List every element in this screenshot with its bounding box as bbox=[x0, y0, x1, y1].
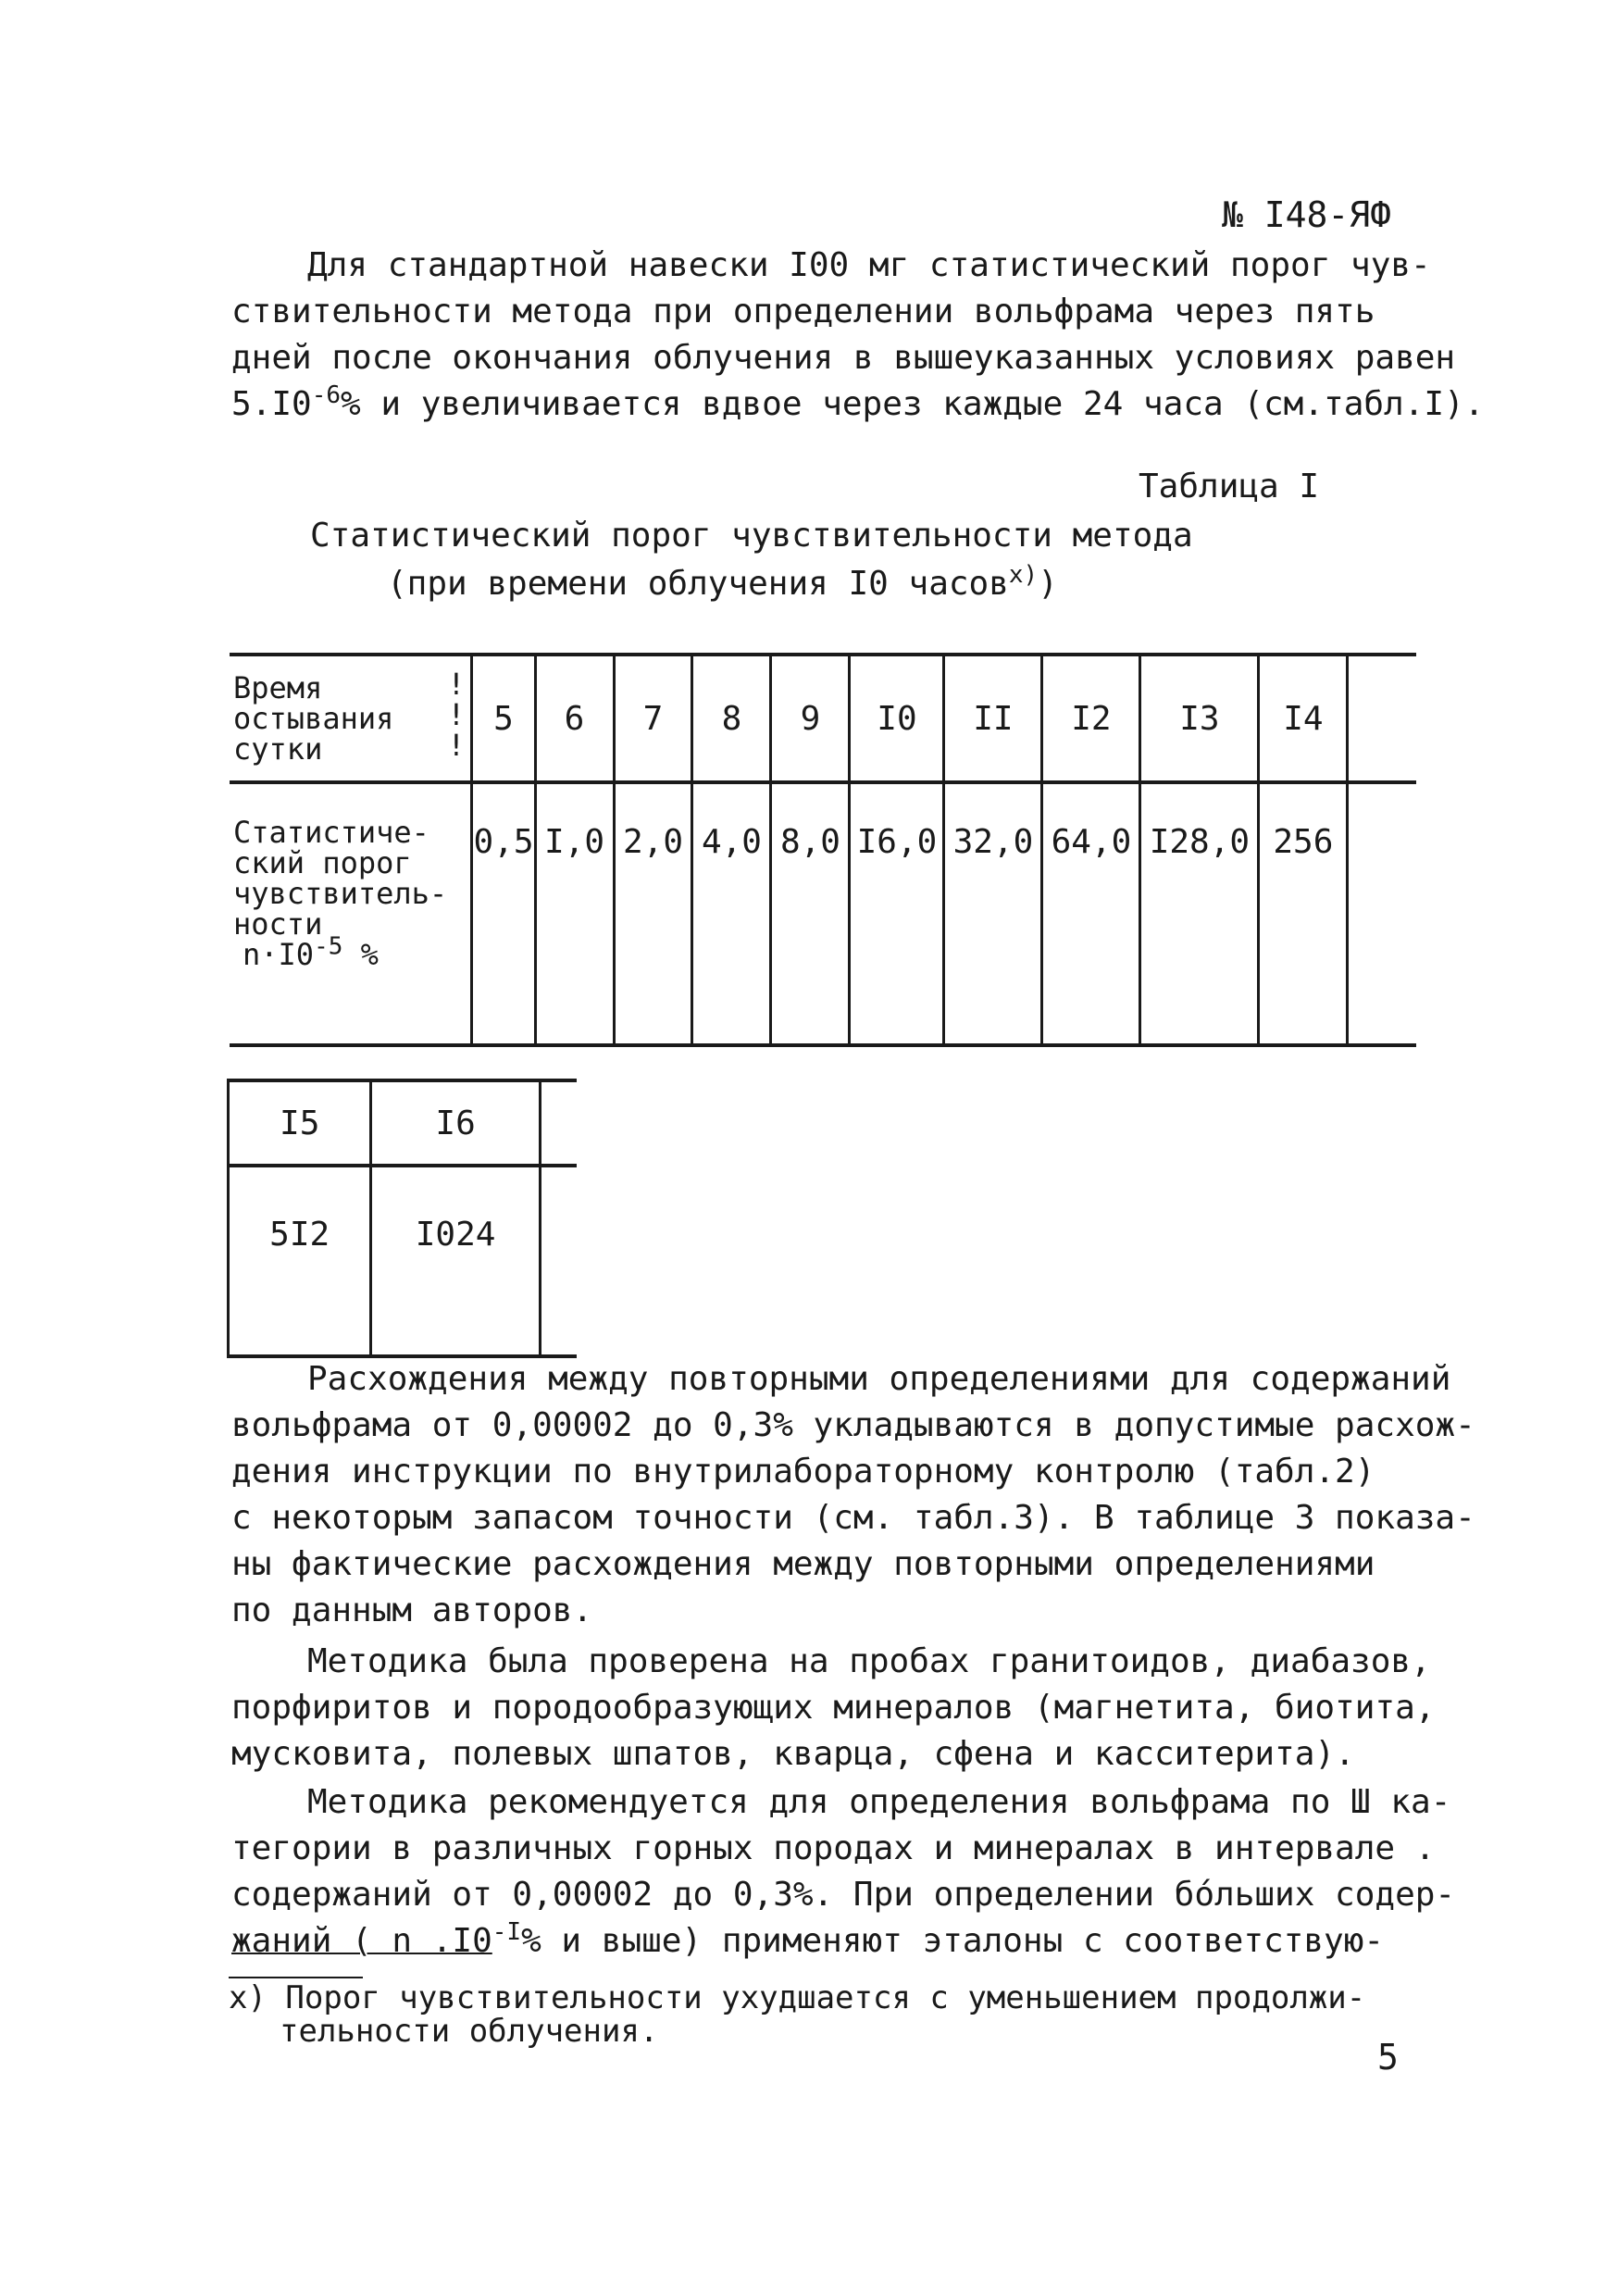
row-marks: ! ! ! bbox=[447, 667, 466, 763]
table-cell: I6 bbox=[371, 1080, 540, 1166]
footnote-marker: x) bbox=[229, 1979, 267, 2016]
document-number: № I48-ЯФ bbox=[1222, 194, 1392, 235]
table-cell: I024 bbox=[371, 1166, 540, 1356]
table-cell: 9 bbox=[771, 655, 850, 782]
footnote-divider bbox=[229, 1977, 363, 1978]
table-cell-empty bbox=[1348, 782, 1416, 1045]
table-cell: 64,0 bbox=[1042, 782, 1140, 1045]
text-line: по данным авторов. bbox=[231, 1591, 593, 1629]
text-line: Методика рекомендуется для определения вольфрама по Ш ка- bbox=[307, 1783, 1451, 1821]
text-line: вольфрама от 0,00002 до 0,3% укладываются в допустимые расхож- bbox=[231, 1406, 1475, 1444]
text-line: мусковита, полевых шпатов, кварца, сфена и касситерита). bbox=[231, 1735, 1355, 1773]
footnote-line: x) Порог чувствительности ухудшается с уменьшением продолжи- bbox=[229, 1979, 1366, 2016]
table-cell: 7 bbox=[614, 655, 692, 782]
table-cell: I28,0 bbox=[1140, 782, 1259, 1045]
table-cell: I2 bbox=[1042, 655, 1140, 782]
table-title: Статистический порог чувствительности метода bbox=[310, 517, 1193, 555]
text-line: порфиритов и породообразующих минералов (магнетита, биотита, bbox=[231, 1689, 1436, 1727]
table-row bbox=[230, 782, 1416, 1045]
paragraph-discrepancies bbox=[231, 1356, 1475, 1634]
paragraph-verification bbox=[231, 1639, 1436, 1778]
table-cell: I,0 bbox=[535, 782, 614, 1045]
table-cell: I6,0 bbox=[850, 782, 944, 1045]
table-cell: II bbox=[944, 655, 1042, 782]
page-number: 5 bbox=[1377, 2037, 1399, 2078]
table-cell: 4,0 bbox=[692, 782, 771, 1045]
text-line: с некоторым запасом точности (см. табл.3). В таблице 3 показа- bbox=[231, 1499, 1475, 1537]
table-cell: 8 bbox=[692, 655, 771, 782]
row-header-cooling-time: Время остывания сутки ! ! ! bbox=[230, 655, 472, 782]
table-row bbox=[230, 655, 1416, 782]
table-cell: 5 bbox=[472, 655, 535, 782]
footnote bbox=[229, 1981, 1432, 2048]
table-subtitle: (при времени облучения I0 часов$^{x)}$) bbox=[387, 561, 1058, 603]
table-cell-empty bbox=[1348, 655, 1416, 782]
table-cell: 5I2 bbox=[269, 1216, 330, 1254]
text-line: жаний ( n $.I0^{-I}\%$ и выше) применяют эталоны с соответствую- bbox=[231, 1918, 1385, 1960]
text-line: ны фактические расхождения между повторными определениями bbox=[231, 1545, 1375, 1583]
text-line: Для стандартной навески I00 мг статистический порог чув- bbox=[307, 246, 1431, 284]
sensitivity-table-continued bbox=[227, 1079, 577, 1358]
text-line: $5.I0^{-6}\%$ и увеличивается вдвое через каждые 24 часа (см.табл.I). bbox=[231, 381, 1485, 423]
text-line: ствительности метода при определении вольфрама через пять bbox=[231, 293, 1375, 331]
table-cell-empty bbox=[540, 1080, 577, 1166]
sensitivity-table bbox=[230, 653, 1416, 1047]
text-line: дней после окончания облучения в вышеуказанных условиях равен bbox=[231, 339, 1456, 377]
table-cell: I3 bbox=[1140, 655, 1259, 782]
table-cell-empty bbox=[540, 1166, 577, 1356]
paragraph-sensitivity bbox=[231, 243, 1485, 428]
table-label: Таблица I bbox=[1139, 468, 1320, 505]
paragraph-recommendation bbox=[231, 1779, 1456, 1965]
table-cell: 256 bbox=[1259, 782, 1348, 1045]
text-line: Расхождения между повторными определениями для содержаний bbox=[307, 1360, 1451, 1398]
table-cell: 6 bbox=[535, 655, 614, 782]
text-line: Методика была проверена на пробах гранитоидов, диабазов, bbox=[307, 1642, 1431, 1680]
table-cell: I4 bbox=[1259, 655, 1348, 782]
text-line: тегории в различных горных породах и минералах в интервале . bbox=[231, 1829, 1436, 1867]
table-row bbox=[229, 1166, 578, 1356]
row-header-threshold: Статистиче- ский порог чувствитель- ности $n\cdot I0^{-5}$ % bbox=[233, 815, 448, 972]
text-line: дения инструкции по внутрилабораторному контролю (табл.2) bbox=[231, 1453, 1375, 1491]
table-cell: 32,0 bbox=[944, 782, 1042, 1045]
footnote-line: тельности облучения. bbox=[280, 2013, 659, 2050]
text-line: содержаний от 0,00002 до 0,3%. При определении бо́льших содер- bbox=[231, 1876, 1456, 1914]
table-cell: 0,5 bbox=[472, 782, 535, 1045]
table-cell: I5 bbox=[229, 1080, 371, 1166]
table-cell: 8,0 bbox=[771, 782, 850, 1045]
table-cell: 2,0 bbox=[614, 782, 692, 1045]
table-cell: I0 bbox=[850, 655, 944, 782]
table-row bbox=[229, 1080, 578, 1166]
